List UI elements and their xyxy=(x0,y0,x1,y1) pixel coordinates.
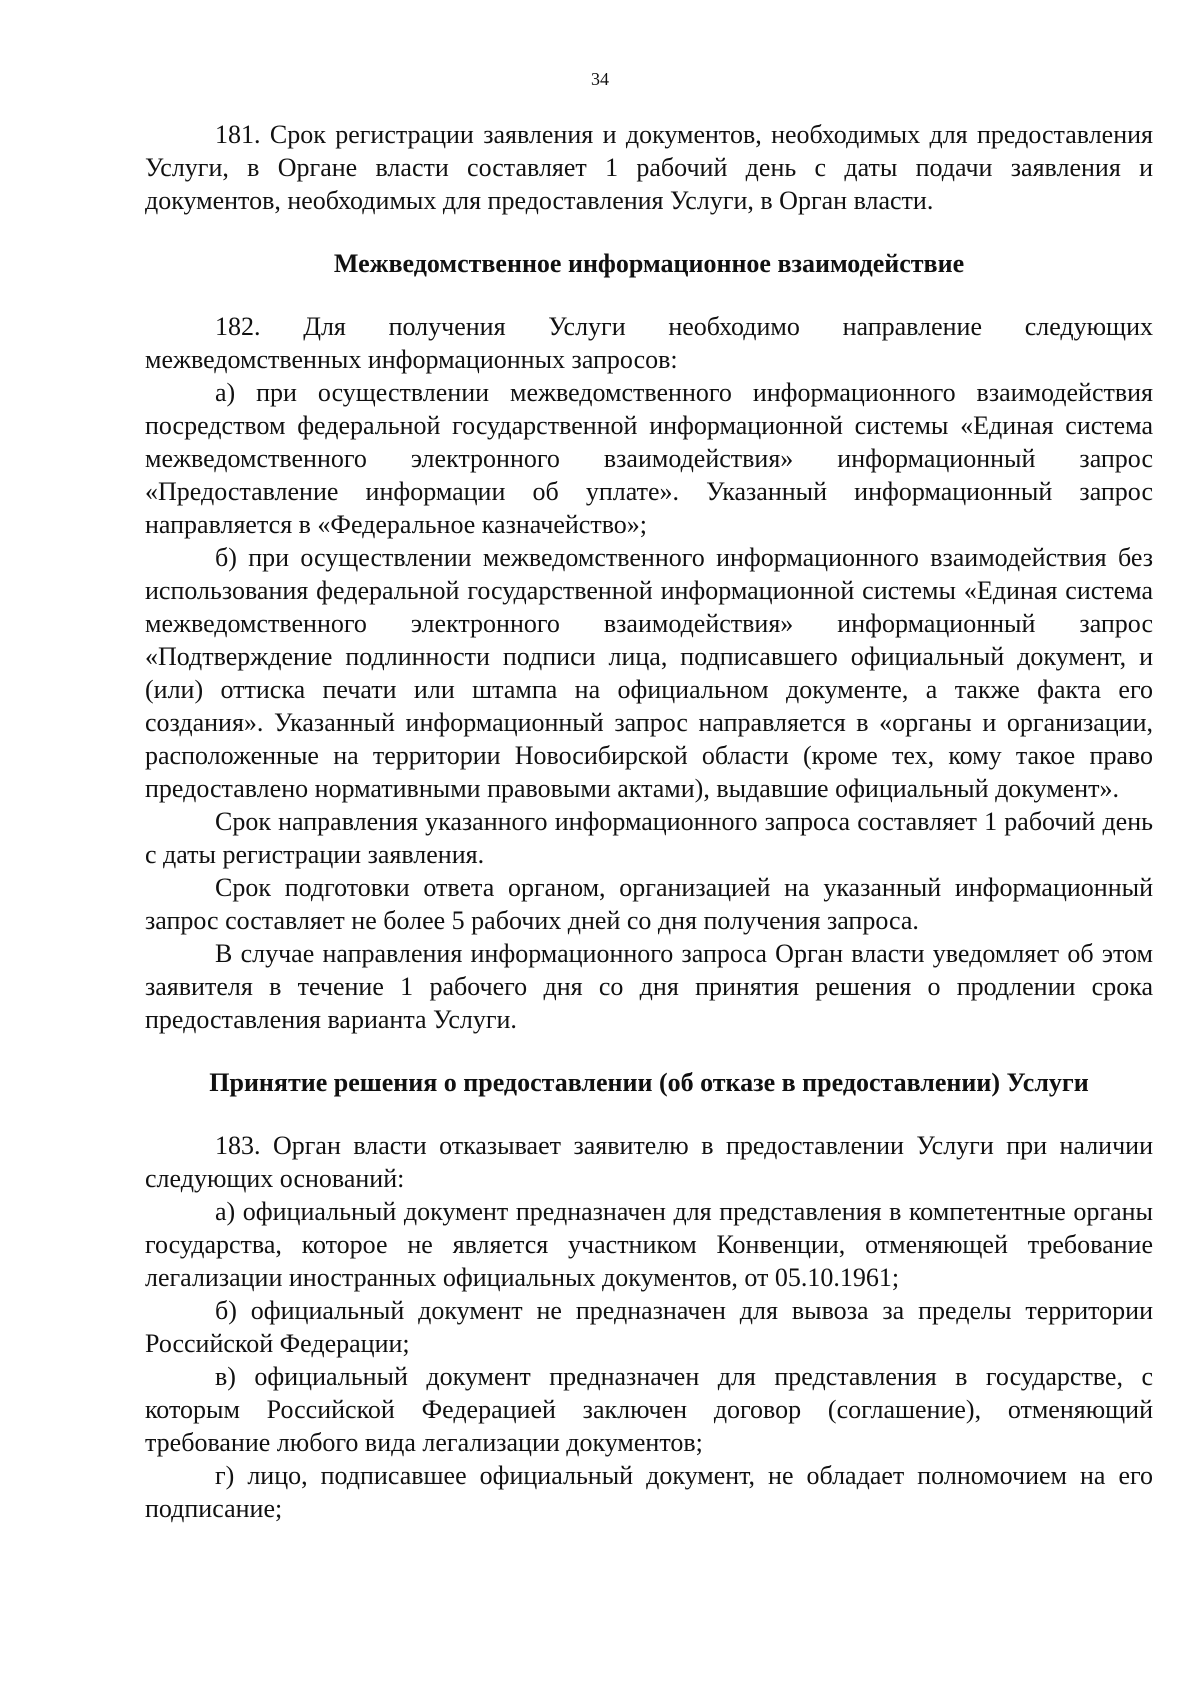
paragraph-182-term-answer: Срок подготовки ответа органом, организацией на указанный информационный запрос составляет не более 5 рабочих дней со дня получения запроса. xyxy=(145,873,1153,935)
paragraph-183: 183. Орган власти отказывает заявителю в предоставлении Услуги при наличии следующих оснований: xyxy=(145,1131,1153,1193)
paragraph-183-c: в) официальный документ предназначен для представления в государстве, с которым Российской Федерацией заключен договор (соглашение), отменяющий требование любого вида легализации документов; xyxy=(145,1362,1153,1457)
paragraph-182-b: б) при осуществлении межведомственного информационного взаимодействия без использования федеральной государственной информационной системы «Единая система межведомственного электронного взаимодействия» информационный запрос «Подтверждение подлинности подписи лица, подписавшего официальный документ, и (или) оттиска печати или штампа на официальном документе, а также факта его создания». Указанный информационный запрос направляется в «органы и организации, расположенные на территории Новосибирской области (кроме тех, кому такое право предоставлено нормативными правовыми актами), выдавшие официальный документ». xyxy=(145,543,1153,803)
section-heading-decision: Принятие решения о предоставлении (об отказе в предоставлении) Услуги xyxy=(209,1068,1089,1097)
page-number: 34 xyxy=(591,69,609,89)
paragraph-183-d: г) лицо, подписавшее официальный документ, не обладает полномочием на его подписание; xyxy=(145,1461,1153,1523)
paragraph-181: 181. Срок регистрации заявления и документов, необходимых для предоставления Услуги, в Органе власти составляет 1 рабочий день с даты подачи заявления и документов, необходимых для предоставления Услуги, в Орган власти. xyxy=(145,120,1153,215)
page-body xyxy=(145,118,1153,1525)
section-heading-interagency: Межведомственное информационное взаимодействие xyxy=(333,249,965,278)
paragraph-182-term-send: Срок направления указанного информационного запроса составляет 1 рабочий день с даты регистрации заявления. xyxy=(145,807,1153,869)
paragraph-183-a: а) официальный документ предназначен для представления в компетентные органы государства, которое не является участником Конвенции, отменяющей требование легализации иностранных официальных документов, от 05.10.1961; xyxy=(145,1197,1153,1292)
paragraph-183-b: б) официальный документ не предназначен для вывоза за пределы территории Российской Федерации; xyxy=(145,1296,1153,1358)
paragraph-182-a: а) при осуществлении межведомственного информационного взаимодействия посредством федеральной государственной информационной системы «Единая система межведомственного электронного взаимодействия» информационный запрос «Предоставление информации об уплате». Указанный информационный запрос направляется в «Федеральное казначейство»; xyxy=(145,378,1153,539)
paragraph-182-notice: В случае направления информационного запроса Орган власти уведомляет об этом заявителя в течение 1 рабочего дня со дня принятия решения о продлении срока предоставления варианта Услуги. xyxy=(145,939,1153,1034)
paragraph-182: 182. Для получения Услуги необходимо направление следующих межведомственных информационных запросов: xyxy=(145,312,1153,374)
